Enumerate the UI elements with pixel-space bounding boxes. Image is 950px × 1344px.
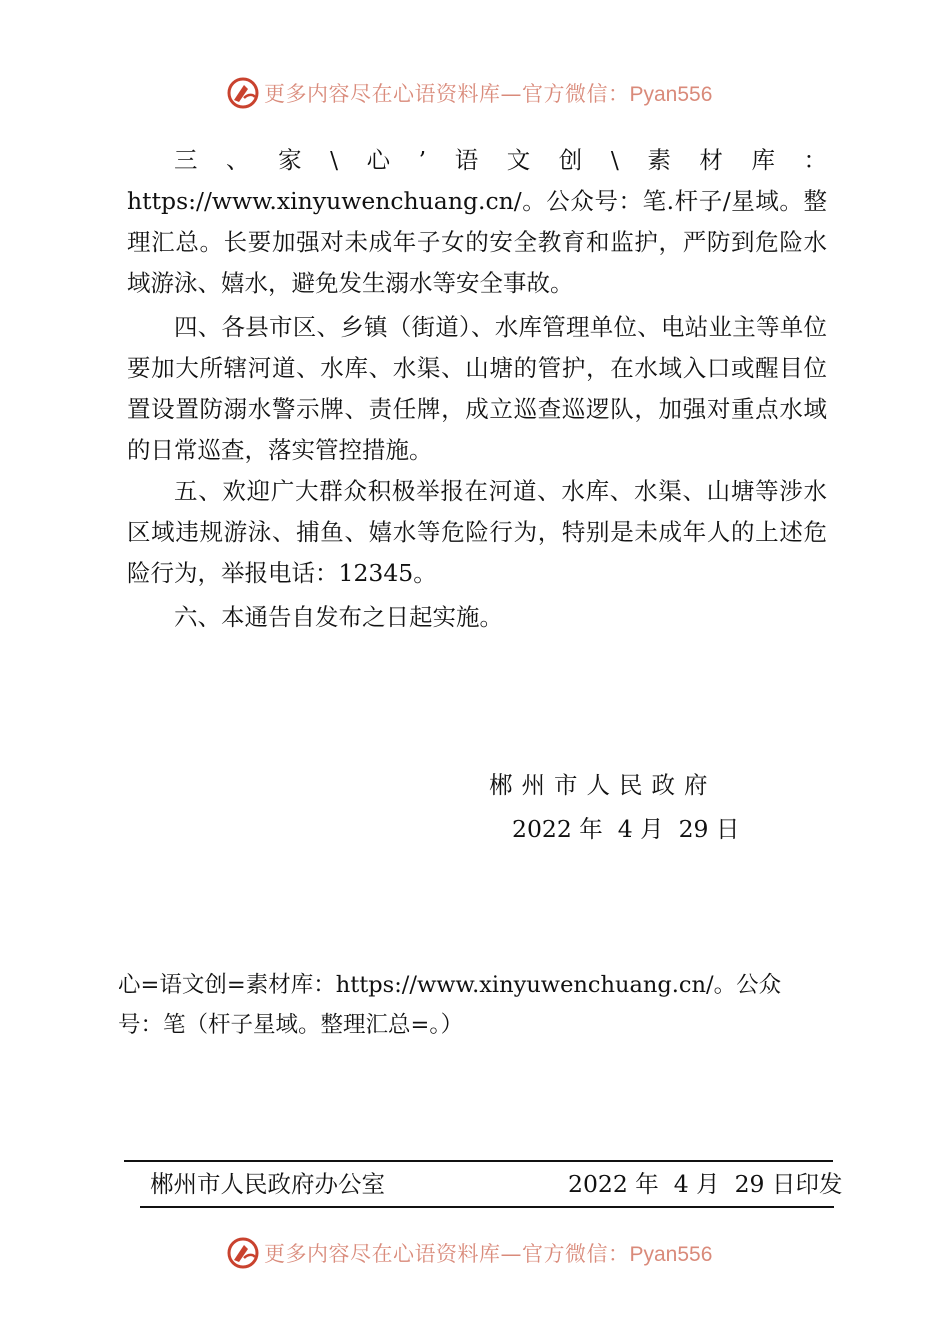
- paragraph-6: 六、本通告自发布之日起实施。: [174, 603, 503, 631]
- paragraph-4: 四、各县市区、乡镇（街道）、水库管理单位、电站业主等单位要加大所辖河道、水库、水渠、山塘的管护，在水域入口或醒目位置设置防溺水警示牌、责任牌，成立巡查巡逻队，加强对重点水域的日常巡查，落实管控措施。: [127, 313, 827, 464]
- watermark-header: [226, 76, 712, 110]
- watermark-footer: [226, 1236, 712, 1270]
- source-note: 心=语文创=素材库：https://www.xinyuwenchuang.cn/。公众号：笔（杆子星域。整理汇总=。）: [118, 972, 782, 1038]
- footer-office: 郴州市人民政府办公室: [150, 1170, 385, 1198]
- watermark-text: 更多内容尽在心语资料库—官方微信：Pyan556: [264, 1242, 713, 1266]
- footer-rule-top: [124, 1160, 833, 1162]
- footer-rule-bottom: [140, 1206, 834, 1208]
- paragraph-5: 五、欢迎广大群众积极举报在河道、水库、水渠、山塘等涉水区域违规游泳、捕鱼、嬉水等危险行为，特别是未成年人的上述危险行为，举报电话：12345。: [127, 477, 827, 587]
- signature-org: 郴州市人民政府: [489, 771, 717, 799]
- footer-date: 2022 年 4 月 29 日印发: [568, 1170, 843, 1198]
- watermark-logo-icon: [226, 76, 260, 110]
- watermark-logo-icon: [226, 1236, 260, 1270]
- paragraph-3: 三、家\心’语文创\素材库：https://www.xinyuwenchuang.cn/。公众号：笔.杆子/星域。整理汇总。长要加强对未成年子女的安全教育和监护，严防到危险水域游泳、嬉水，避免发生溺水等安全事故。: [127, 146, 827, 297]
- signature-date: 2022 年 4 月 29 日: [512, 815, 740, 843]
- watermark-text: 更多内容尽在心语资料库—官方微信：Pyan556: [264, 82, 713, 106]
